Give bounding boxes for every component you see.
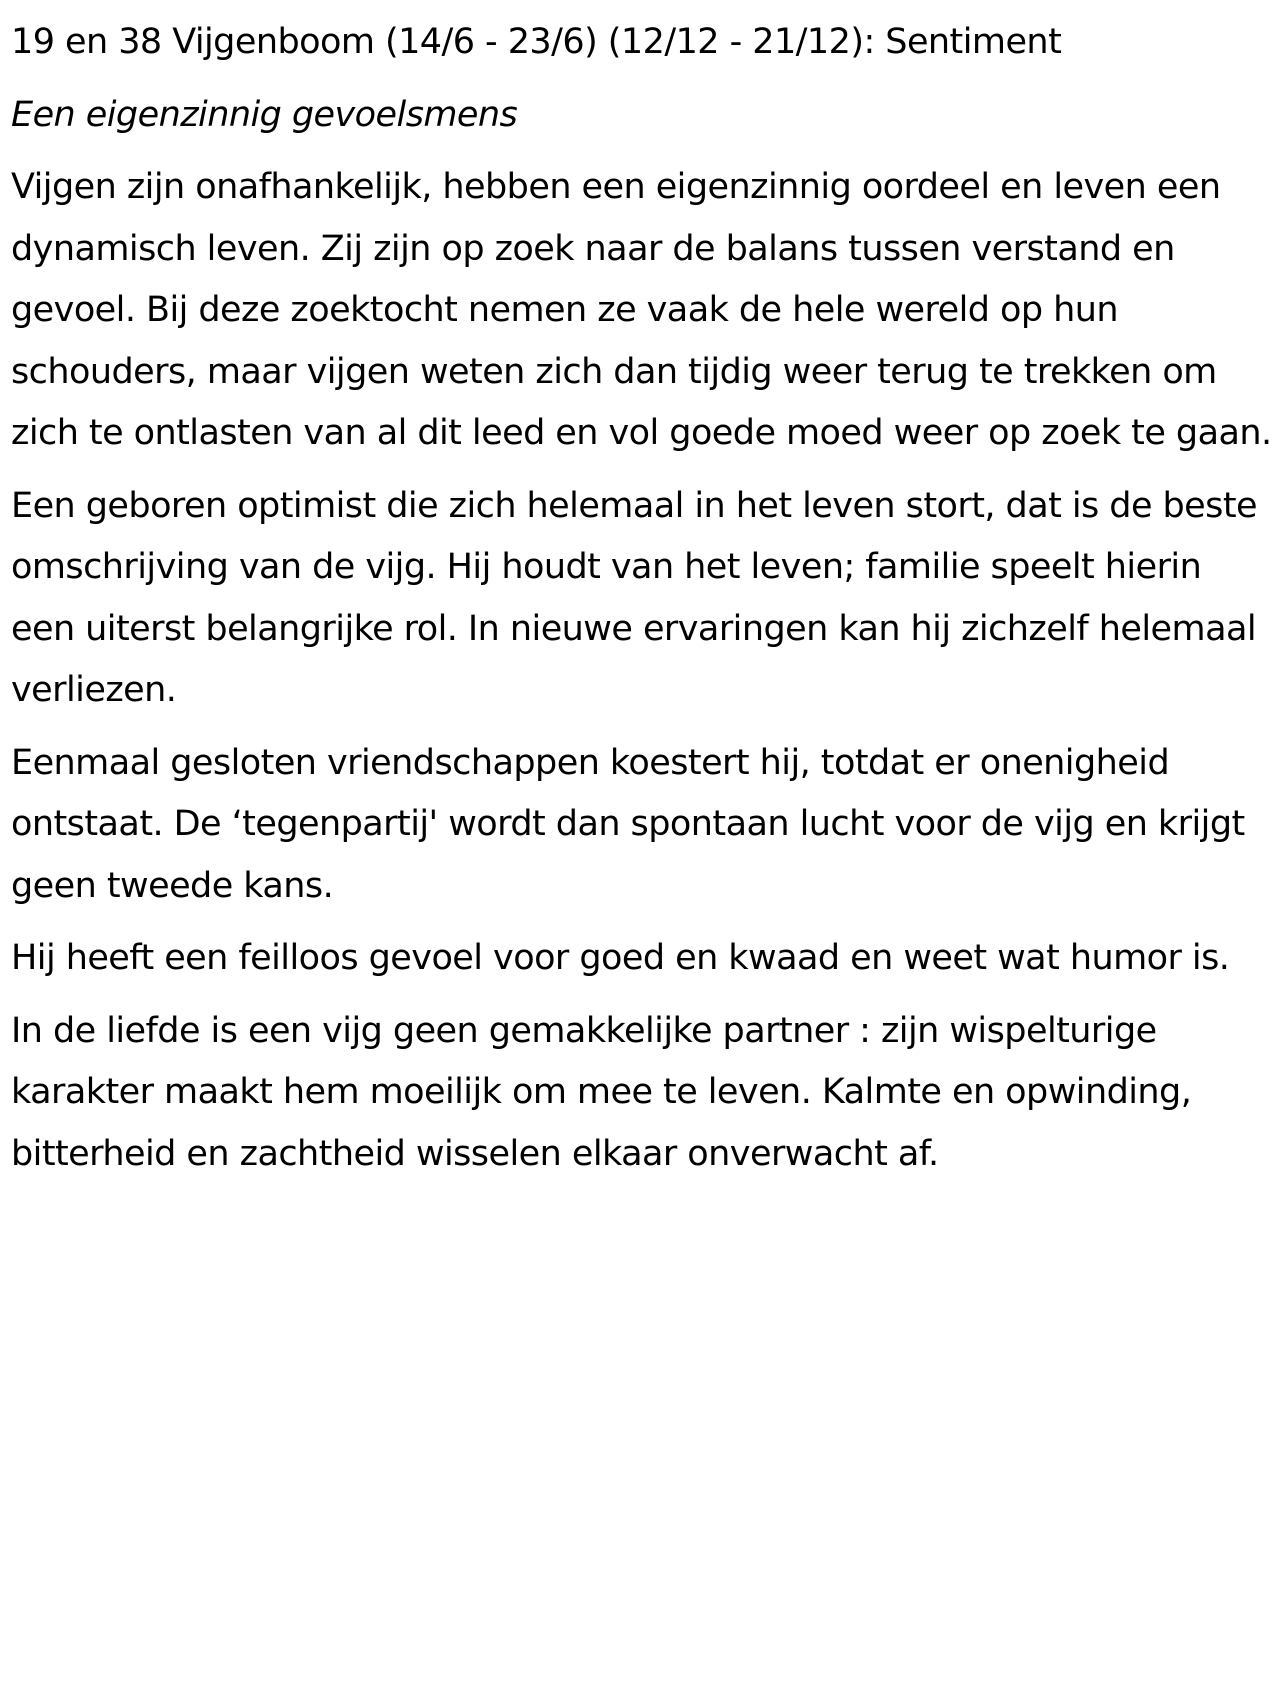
paragraph-5: In de liefde is een vijg geen gemakkelijke partner : zijn wispelturige karakter maakt hem moeilijk om mee te leven. Kalmte en opwinding, bitterheid en zachtheid wisselen elkaar onverwacht af.: [11, 1010, 1192, 1174]
paragraph-4: Hij heeft een feilloos gevoel voor goed en kwaad en weet wat humor is.: [11, 938, 1230, 978]
document-title: 19 en 38 Vijgenboom (14/6 - 23/6) (12/12 - 21/12): Sentiment: [11, 22, 1062, 62]
paragraph-2: Een geboren optimist die zich helemaal in het leven stort, dat is de beste omschrijving van de vijg. Hij houdt van het leven; familie speelt hierin een uiterst belangrijke rol. In nieuwe ervaringen kan hij zichzelf helemaal verliezen.: [11, 485, 1257, 710]
document-subtitle: Een eigenzinnig gevoelsmens: [11, 94, 518, 135]
document-page: [11, 12, 1273, 1196]
paragraph-1: Vijgen zijn onafhankelijk, hebben een eigenzinnig oordeel en leven een dynamisch leven. Zij zijn op zoek naar de balans tussen verstand en gevoel. Bij deze zoektocht nemen ze vaak de hele wereld op hun schouders, maar vijgen weten zich dan tijdig weer terug te trekken om zich te ontlasten van al dit leed en vol goede moed weer op zoek te gaan.: [11, 167, 1272, 453]
paragraph-3: Eenmaal gesloten vriendschappen koestert hij, totdat er onenigheid ontstaat. De ‘tegenpartij' wordt dan spontaan lucht voor de vijg en krijgt geen tweede kans.: [11, 742, 1245, 906]
